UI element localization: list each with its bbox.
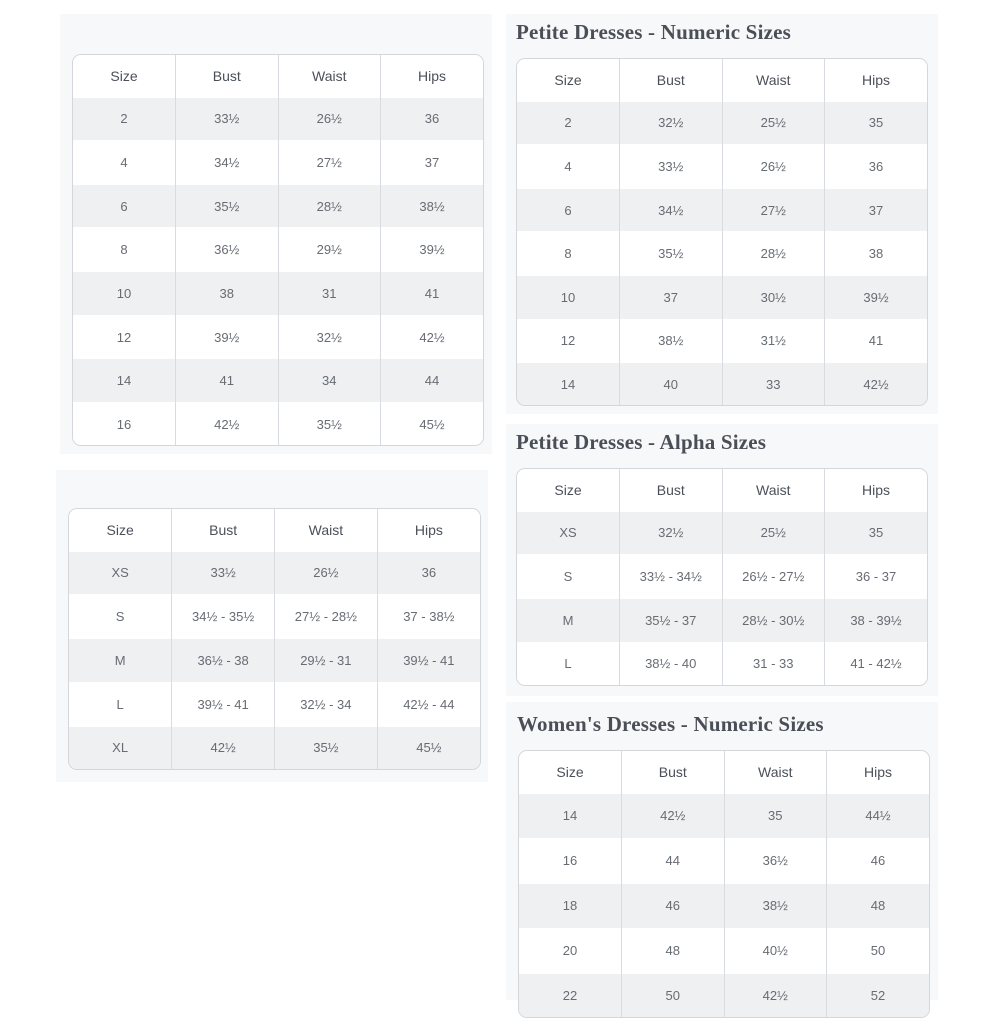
- column-header-hips: Hips: [381, 55, 484, 97]
- waist-cell: 31½: [722, 319, 825, 363]
- bust-cell: 48: [622, 928, 725, 973]
- table-row: [69, 639, 480, 683]
- waist-cell: 34: [278, 359, 381, 403]
- waist-cell: 26½ - 27½: [722, 555, 825, 599]
- size-table: [517, 469, 927, 685]
- bust-cell: 42½: [172, 726, 275, 769]
- size-cell: 12: [517, 319, 620, 363]
- size-table: [69, 509, 480, 769]
- waist-cell: 26½: [722, 145, 825, 189]
- table-row: [73, 403, 483, 445]
- bust-cell: 46: [622, 883, 725, 928]
- size-cell: 14: [73, 359, 176, 403]
- waist-cell: 42½: [724, 973, 827, 1017]
- size-cell: M: [517, 599, 620, 643]
- header-row: [73, 55, 483, 97]
- hips-cell: 45½: [381, 403, 484, 445]
- table-row: [517, 145, 927, 189]
- bust-cell: 50: [622, 973, 725, 1017]
- column-header-size: Size: [69, 509, 172, 551]
- hips-cell: 41: [825, 319, 928, 363]
- table-row: [69, 595, 480, 639]
- hips-cell: 41 - 42½: [825, 642, 928, 685]
- table-row: [519, 883, 929, 928]
- waist-cell: 28½: [722, 232, 825, 276]
- column-header-bust: Bust: [172, 509, 275, 551]
- misses-numeric-size-chart: [72, 54, 484, 446]
- table-row: [73, 97, 483, 141]
- hips-cell: 37: [825, 188, 928, 232]
- column-header-size: Size: [517, 469, 620, 511]
- bust-cell: 34½: [620, 188, 723, 232]
- table-row: [519, 838, 929, 883]
- size-cell: 22: [519, 973, 622, 1017]
- table-row: [517, 511, 927, 555]
- hips-cell: 37: [381, 141, 484, 185]
- size-cell: 14: [519, 793, 622, 838]
- size-cell: S: [69, 595, 172, 639]
- column-header-bust: Bust: [176, 55, 279, 97]
- table-row: [73, 315, 483, 359]
- bust-cell: 38½: [620, 319, 723, 363]
- column-header-waist: Waist: [278, 55, 381, 97]
- size-cell: XS: [517, 511, 620, 555]
- table-row: [517, 101, 927, 145]
- hips-cell: 37 - 38½: [377, 595, 480, 639]
- petite-alpha-title: Petite Dresses - Alpha Sizes: [516, 430, 767, 454]
- table-row: [73, 228, 483, 272]
- hips-cell: 36: [825, 145, 928, 189]
- bust-cell: 36½ - 38: [172, 639, 275, 683]
- waist-cell: 31: [278, 272, 381, 316]
- table-row: [519, 928, 929, 973]
- hips-cell: 44½: [827, 793, 930, 838]
- size-cell: 10: [73, 272, 176, 316]
- waist-cell: 27½ - 28½: [275, 595, 378, 639]
- waist-cell: 40½: [724, 928, 827, 973]
- header-row: [517, 59, 927, 101]
- waist-cell: 30½: [722, 275, 825, 319]
- waist-cell: 35½: [278, 403, 381, 445]
- table-row: [517, 599, 927, 643]
- header-row: [69, 509, 480, 551]
- table-row: [519, 793, 929, 838]
- bust-cell: 37: [620, 275, 723, 319]
- bust-cell: 33½: [172, 551, 275, 595]
- womens-numeric-title: Women's Dresses - Numeric Sizes: [517, 712, 824, 736]
- waist-cell: 28½ - 30½: [722, 599, 825, 643]
- womens-numeric-size-chart: [518, 750, 930, 1018]
- table-row: [69, 726, 480, 769]
- hips-cell: 46: [827, 838, 930, 883]
- waist-cell: 38½: [724, 883, 827, 928]
- bust-cell: 35½: [620, 232, 723, 276]
- size-cell: 6: [73, 184, 176, 228]
- size-cell: S: [517, 555, 620, 599]
- bust-cell: 38½ - 40: [620, 642, 723, 685]
- hips-cell: 52: [827, 973, 930, 1017]
- table-row: [517, 555, 927, 599]
- bust-cell: 33½: [176, 97, 279, 141]
- hips-cell: 48: [827, 883, 930, 928]
- column-header-size: Size: [517, 59, 620, 101]
- size-cell: 10: [517, 275, 620, 319]
- petite-numeric-size-chart: [516, 58, 928, 406]
- column-header-waist: Waist: [722, 469, 825, 511]
- column-header-waist: Waist: [724, 751, 827, 793]
- bust-cell: 32½: [620, 101, 723, 145]
- size-cell: 4: [517, 145, 620, 189]
- size-cell: 8: [73, 228, 176, 272]
- waist-cell: 36½: [724, 838, 827, 883]
- bust-cell: 42½: [176, 403, 279, 445]
- hips-cell: 36 - 37: [825, 555, 928, 599]
- petite-alpha-size-chart: [516, 468, 928, 686]
- size-cell: 2: [73, 97, 176, 141]
- table-row: [519, 973, 929, 1017]
- size-cell: 16: [73, 403, 176, 445]
- table-row: [73, 359, 483, 403]
- bust-cell: 40: [620, 363, 723, 405]
- bust-cell: 33½ - 34½: [620, 555, 723, 599]
- size-cell: 8: [517, 232, 620, 276]
- bust-cell: 36½: [176, 228, 279, 272]
- header-row: [519, 751, 929, 793]
- hips-cell: 42½: [381, 315, 484, 359]
- column-header-hips: Hips: [825, 59, 928, 101]
- misses-alpha-size-chart: [68, 508, 481, 770]
- waist-cell: 35½: [275, 726, 378, 769]
- size-cell: 14: [517, 363, 620, 405]
- waist-cell: 32½ - 34: [275, 683, 378, 727]
- column-header-size: Size: [73, 55, 176, 97]
- bust-cell: 34½ - 35½: [172, 595, 275, 639]
- bust-cell: 42½: [622, 793, 725, 838]
- bust-cell: 39½: [176, 315, 279, 359]
- size-cell: 6: [517, 188, 620, 232]
- hips-cell: 38½: [381, 184, 484, 228]
- hips-cell: 35: [825, 101, 928, 145]
- bust-cell: 39½ - 41: [172, 683, 275, 727]
- size-cell: 12: [73, 315, 176, 359]
- size-cell: L: [517, 642, 620, 685]
- waist-cell: 26½: [278, 97, 381, 141]
- table-row: [517, 275, 927, 319]
- size-cell: 2: [517, 101, 620, 145]
- hips-cell: 38: [825, 232, 928, 276]
- waist-cell: 29½: [278, 228, 381, 272]
- hips-cell: 42½ - 44: [377, 683, 480, 727]
- table-row: [73, 184, 483, 228]
- hips-cell: 42½: [825, 363, 928, 405]
- table-row: [69, 683, 480, 727]
- column-header-hips: Hips: [827, 751, 930, 793]
- hips-cell: 45½: [377, 726, 480, 769]
- bust-cell: 38: [176, 272, 279, 316]
- bust-cell: 41: [176, 359, 279, 403]
- size-cell: 16: [519, 838, 622, 883]
- waist-cell: 26½: [275, 551, 378, 595]
- table-row: [517, 363, 927, 405]
- waist-cell: 32½: [278, 315, 381, 359]
- column-header-bust: Bust: [620, 469, 723, 511]
- table-row: [517, 642, 927, 685]
- bust-cell: 35½ - 37: [620, 599, 723, 643]
- waist-cell: 29½ - 31: [275, 639, 378, 683]
- header-row: [517, 469, 927, 511]
- table-row: [517, 232, 927, 276]
- hips-cell: 39½: [825, 275, 928, 319]
- bust-cell: 33½: [620, 145, 723, 189]
- size-cell: 18: [519, 883, 622, 928]
- hips-cell: 50: [827, 928, 930, 973]
- bust-cell: 44: [622, 838, 725, 883]
- hips-cell: 36: [377, 551, 480, 595]
- hips-cell: 39½: [381, 228, 484, 272]
- waist-cell: 25½: [722, 101, 825, 145]
- table-row: [73, 141, 483, 185]
- column-header-bust: Bust: [622, 751, 725, 793]
- column-header-bust: Bust: [620, 59, 723, 101]
- size-cell: XL: [69, 726, 172, 769]
- hips-cell: 38 - 39½: [825, 599, 928, 643]
- hips-cell: 39½ - 41: [377, 639, 480, 683]
- waist-cell: 28½: [278, 184, 381, 228]
- bust-cell: 35½: [176, 184, 279, 228]
- table-row: [517, 188, 927, 232]
- size-table: [519, 751, 929, 1017]
- column-header-size: Size: [519, 751, 622, 793]
- column-header-hips: Hips: [825, 469, 928, 511]
- petite-numeric-title: Petite Dresses - Numeric Sizes: [516, 20, 792, 44]
- bust-cell: 34½: [176, 141, 279, 185]
- size-cell: XS: [69, 551, 172, 595]
- size-table: [73, 55, 483, 445]
- waist-cell: 27½: [278, 141, 381, 185]
- hips-cell: 36: [381, 97, 484, 141]
- column-header-waist: Waist: [722, 59, 825, 101]
- bust-cell: 32½: [620, 511, 723, 555]
- waist-cell: 33: [722, 363, 825, 405]
- waist-cell: 35: [724, 793, 827, 838]
- waist-cell: 25½: [722, 511, 825, 555]
- hips-cell: 44: [381, 359, 484, 403]
- hips-cell: 35: [825, 511, 928, 555]
- column-header-waist: Waist: [275, 509, 378, 551]
- size-cell: L: [69, 683, 172, 727]
- size-cell: M: [69, 639, 172, 683]
- waist-cell: 27½: [722, 188, 825, 232]
- waist-cell: 31 - 33: [722, 642, 825, 685]
- table-row: [517, 319, 927, 363]
- size-cell: 4: [73, 141, 176, 185]
- size-table: [517, 59, 927, 405]
- table-row: [73, 272, 483, 316]
- size-cell: 20: [519, 928, 622, 973]
- column-header-hips: Hips: [377, 509, 480, 551]
- hips-cell: 41: [381, 272, 484, 316]
- table-row: [69, 551, 480, 595]
